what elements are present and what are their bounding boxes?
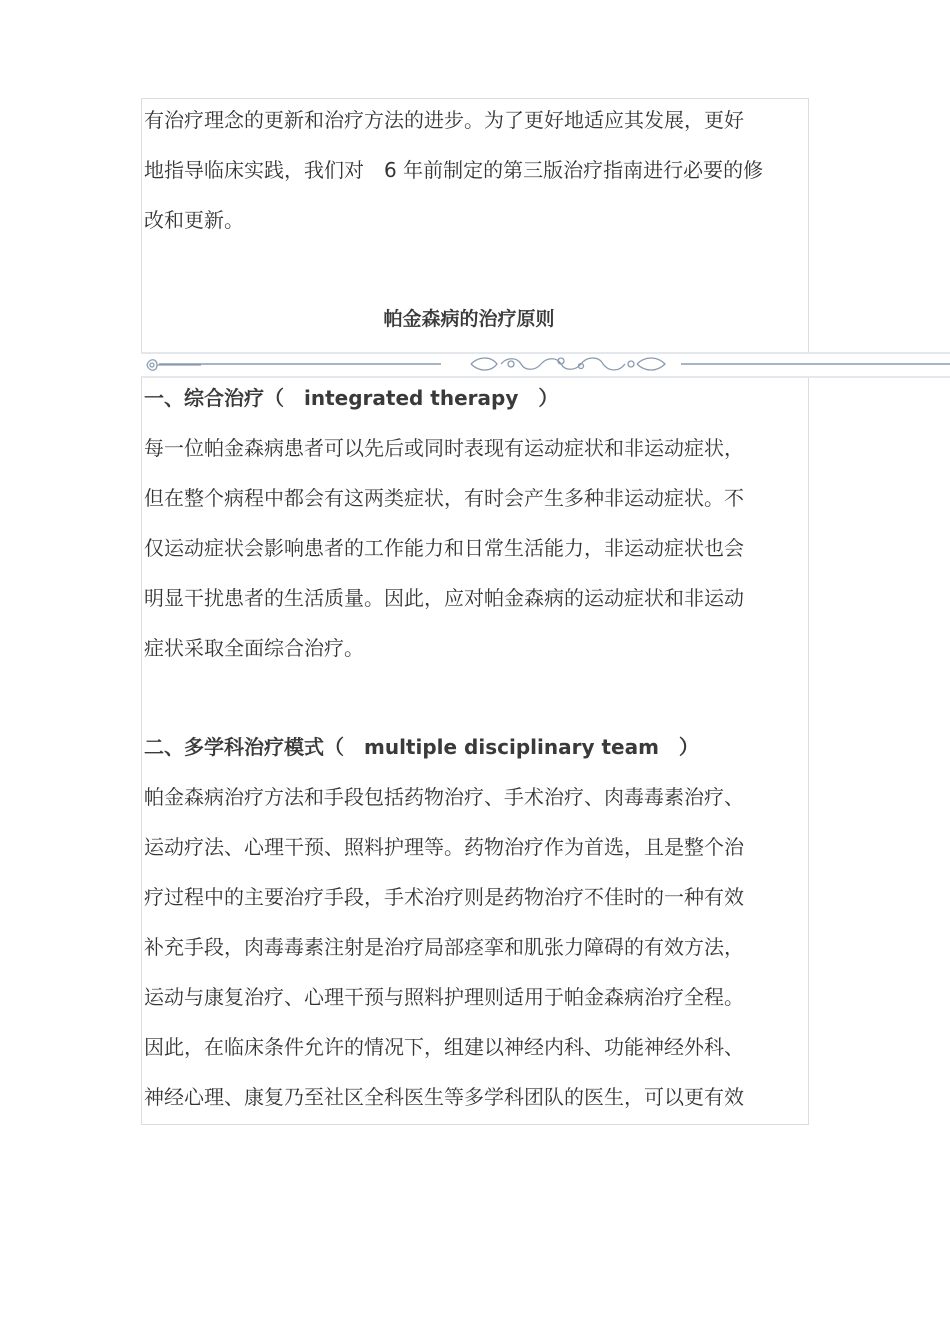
principles-title: 帕金森病的治疗原则 <box>383 308 555 330</box>
section-heading: 二、多学科治疗模式（ multiple disciplinary team ） <box>144 735 699 759</box>
ornamental-divider-icon <box>141 352 950 378</box>
section1-line: 明显干扰患者的生活质量。因此，应对帕金森病的运动症状和非运动 <box>144 586 744 610</box>
section-heading: 一、综合治疗（ integrated therapy ） <box>144 386 559 410</box>
section1-line: 每一位帕金森病患者可以先后或同时表现有运动症状和非运动症状， <box>144 436 744 460</box>
section2-line: 神经心理、康复乃至社区全科医生等多学科团队的医生，可以更有效 <box>144 1085 744 1109</box>
section2-line: 疗过程中的主要治疗手段，手术治疗则是药物治疗不佳时的一种有效 <box>144 885 744 909</box>
section2-line: 补充手段，肉毒毒素注射是治疗局部痉挛和肌张力障碍的有效方法， <box>144 935 744 959</box>
section2-line: 运动疗法、心理干预、照料护理等。药物治疗作为首选，且是整个治 <box>144 835 744 859</box>
section1-line: 症状采取全面综合治疗。 <box>144 636 364 660</box>
section1-line: 仅运动症状会影响患者的工作能力和日常生活能力，非运动症状也会 <box>144 536 744 560</box>
section2-line: 运动与康复治疗、心理干预与照料护理则适用于帕金森病治疗全程。 <box>144 985 744 1009</box>
section2-line: 帕金森病治疗方法和手段包括药物治疗、手术治疗、肉毒毒素治疗、 <box>144 785 744 809</box>
intro-line: 改和更新。 <box>144 208 244 232</box>
intro-line: 有治疗理念的更新和治疗方法的进步。为了更好地适应其发展，更好 <box>144 108 744 132</box>
section2-line: 因此，在临床条件允许的情况下，组建以神经内科、功能神经外科、 <box>144 1035 744 1059</box>
intro-line: 地指导临床实践，我们对 6 年前制定的第三版治疗指南进行必要的修 <box>144 158 764 182</box>
section1-line: 但在整个病程中都会有这两类症状，有时会产生多种非运动症状。不 <box>144 486 744 510</box>
